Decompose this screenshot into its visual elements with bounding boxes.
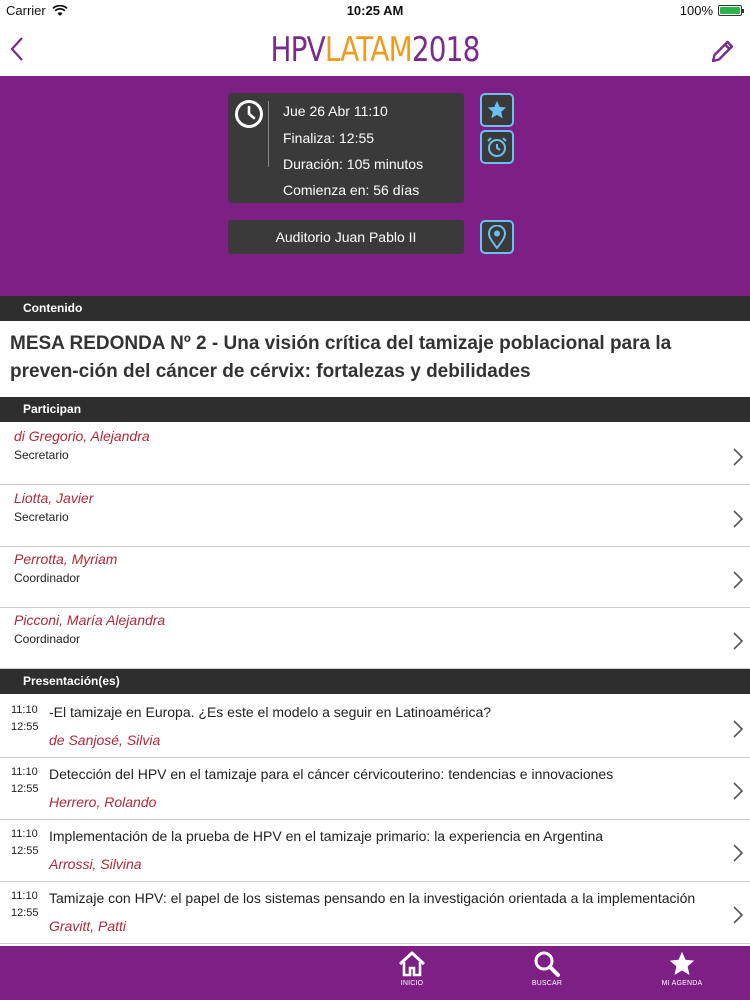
chevron-right-icon bbox=[732, 509, 744, 529]
tab-mi-agenda[interactable] bbox=[652, 950, 712, 987]
participant-name: di Gregorio, Alejandra bbox=[14, 428, 150, 444]
presentation-start: 11:10 bbox=[11, 828, 38, 840]
presentation-author: Arrossi, Silvina bbox=[49, 856, 142, 872]
session-starts-in: Comienza en: 56 días bbox=[283, 182, 420, 198]
section-header-content: Contenido bbox=[0, 296, 750, 321]
tab-buscar[interactable] bbox=[517, 950, 577, 987]
location-box bbox=[228, 220, 464, 254]
map-pin-icon bbox=[487, 225, 507, 249]
presentation-end: 12:55 bbox=[11, 721, 39, 733]
info-divider bbox=[268, 101, 269, 167]
participant-row[interactable] bbox=[0, 547, 750, 608]
session-duration: Duración: 105 minutos bbox=[283, 156, 424, 172]
status-bar bbox=[0, 0, 750, 22]
chevron-right-icon bbox=[732, 781, 744, 801]
tab-bar bbox=[0, 946, 750, 1000]
presentation-title: Detección del HPV en el tamizaje para el cáncer cérvicouterino: tendencias e innovaciones bbox=[49, 766, 614, 782]
presentation-row[interactable] bbox=[0, 696, 750, 758]
presentation-author: de Sanjosé, Silvia bbox=[49, 732, 161, 748]
presentation-start: 11:10 bbox=[11, 704, 38, 716]
chevron-right-icon bbox=[732, 631, 744, 651]
presentation-end: 12:55 bbox=[11, 845, 39, 857]
back-chevron-icon[interactable] bbox=[6, 34, 30, 64]
battery-percent: 100% bbox=[679, 3, 713, 18]
session-hero bbox=[0, 76, 750, 296]
presentation-row[interactable] bbox=[0, 820, 750, 882]
alarm-button[interactable] bbox=[480, 130, 514, 164]
participant-name: Picconi, María Alejandra bbox=[14, 612, 166, 628]
presentation-author: Herrero, Rolando bbox=[49, 794, 157, 810]
chevron-right-icon bbox=[732, 843, 744, 863]
presentation-end: 12:55 bbox=[11, 783, 39, 795]
star-icon bbox=[486, 99, 508, 121]
presentation-author: Gravitt, Patti bbox=[49, 918, 127, 934]
participant-name: Perrotta, Myriam bbox=[14, 551, 118, 567]
search-icon bbox=[532, 950, 562, 978]
session-end: Finaliza: 12:55 bbox=[283, 130, 375, 146]
participant-role: Secretario bbox=[14, 448, 69, 462]
chevron-right-icon bbox=[732, 447, 744, 467]
chevron-right-icon bbox=[732, 719, 744, 739]
participant-role: Coordinador bbox=[14, 571, 81, 585]
tab-inicio[interactable] bbox=[382, 950, 442, 987]
participant-row[interactable] bbox=[0, 486, 750, 547]
location-label: Auditorio Juan Pablo II bbox=[275, 229, 417, 245]
presentation-end: 12:55 bbox=[11, 907, 39, 919]
presentation-title: Implementación de la prueba de HPV en el tamizaje primario: la experiencia en Argentina bbox=[49, 828, 604, 844]
status-time: 10:25 AM bbox=[346, 3, 404, 18]
alarm-clock-icon bbox=[485, 135, 509, 159]
battery-icon bbox=[718, 5, 742, 16]
pencil-icon[interactable] bbox=[710, 38, 736, 64]
chevron-right-icon bbox=[732, 905, 744, 925]
participant-row[interactable] bbox=[0, 608, 750, 669]
presentation-title: -El tamizaje en Europa. ¿Es este el modelo a seguir en Latinoamérica? bbox=[49, 704, 492, 720]
presentation-start: 11:10 bbox=[11, 890, 38, 902]
tab-inicio-label: INICIO bbox=[400, 980, 424, 987]
session-title: MESA REDONDA Nº 2 - Una visión crítica del tamizaje poblacional para la preven-ción del cáncer de cérvix: fortalezas y debilidades bbox=[10, 333, 672, 382]
presentation-title: Tamizaje con HPV: el papel de los sistemas pensando en la investigación orientada a la implementación bbox=[49, 890, 696, 906]
home-icon bbox=[397, 950, 427, 978]
favorite-button[interactable] bbox=[480, 93, 514, 127]
presentation-row[interactable] bbox=[0, 758, 750, 820]
carrier-label: Carrier bbox=[6, 3, 46, 18]
participant-row[interactable] bbox=[0, 424, 750, 485]
session-time-box bbox=[228, 93, 464, 203]
presentation-start: 11:10 bbox=[11, 766, 38, 778]
section-header-presentations: Presentación(es) bbox=[0, 669, 750, 694]
presentation-row[interactable] bbox=[0, 882, 750, 944]
tab-buscar-label: BUSCAR bbox=[531, 980, 563, 987]
star-icon bbox=[667, 950, 697, 978]
app-logo: HPVLATAM2018 bbox=[270, 30, 480, 70]
nav-bar bbox=[0, 22, 750, 76]
map-button[interactable] bbox=[480, 220, 514, 254]
session-date: Jue 26 Abr 11:10 bbox=[283, 103, 388, 119]
participant-name: Liotta, Javier bbox=[14, 490, 94, 506]
chevron-right-icon bbox=[732, 570, 744, 590]
clock-icon bbox=[234, 99, 264, 129]
participant-role: Coordinador bbox=[14, 632, 81, 646]
tab-mi-agenda-label: MI AGENDA bbox=[661, 980, 703, 987]
section-header-participants: Participan bbox=[0, 397, 750, 422]
participant-role: Secretario bbox=[14, 510, 69, 524]
